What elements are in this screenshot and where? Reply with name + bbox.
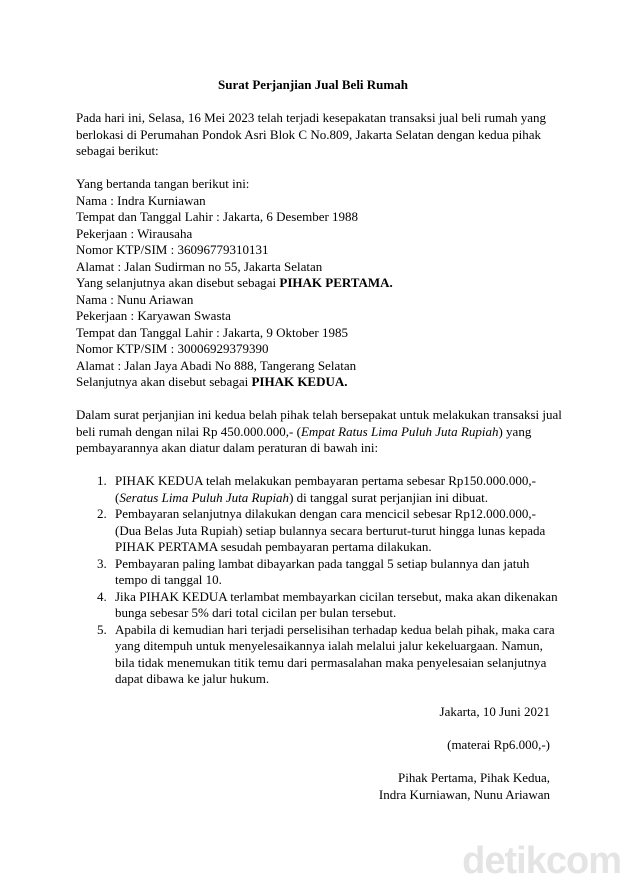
field-label: Nama — [76, 291, 108, 307]
field-value: Jalan Sudirman no 55, Jakarta Selatan — [124, 258, 323, 274]
field-separator: : — [167, 341, 178, 356]
field-separator: : — [167, 242, 178, 257]
term-number: 1. — [97, 473, 107, 488]
field-value: 36096779310131 — [177, 242, 269, 257]
term-number: 4. — [97, 588, 107, 604]
term-line: bunga sebesar 5% dari total cicilan per bulan tersebut. — [115, 605, 397, 620]
field-value: Wirausaha — [137, 225, 193, 241]
signature-block — [76, 704, 550, 803]
field-separator: : — [127, 308, 138, 323]
field-value: Jalan Jaya Abadi No 888, Tangerang Selatan — [124, 357, 357, 373]
designation-label: PIHAK KEDUA. — [251, 374, 348, 389]
field-value: Jakarta, 9 Oktober 1985 — [223, 324, 348, 340]
designation-label: PIHAK PERTAMA. — [279, 275, 393, 290]
term-line: yang ditempuh untuk menyelesaikannya ialah melalui jalur kekeluargaan. Namun, — [115, 638, 543, 653]
field-label: Alamat — [76, 258, 115, 274]
field-value: Indra Kurniawan — [117, 192, 206, 208]
second-party-id-number — [76, 341, 550, 358]
stamp-duty-note: (materai Rp6.000,-) — [447, 737, 550, 752]
first-party-id-number — [76, 242, 550, 259]
document-title: Surat Perjanjian Jual Beli Rumah — [218, 77, 408, 92]
agreement-document — [76, 77, 562, 803]
signatory-names: Indra Kurniawan, Nunu Ariawan — [378, 786, 550, 802]
italic-amount-words: Empat Ratus Lima Puluh Juta Rupiah — [300, 423, 499, 439]
opening-paragraph — [76, 110, 550, 160]
opening-line: sebagai berikut: — [76, 143, 159, 158]
term-text: ( — [115, 489, 120, 505]
first-party-designation — [76, 275, 550, 292]
second-party-name — [76, 292, 550, 309]
second-party-birth — [76, 325, 550, 342]
first-party-details — [76, 193, 550, 292]
field-separator: : — [107, 291, 118, 307]
term-line: (Dua Belas Juta Rupiah) setiap bulannya secara berturut-turut hingga lunas kepada — [115, 522, 546, 538]
first-party-address — [76, 259, 550, 276]
second-party-address — [76, 358, 550, 375]
field-separator: : — [114, 258, 125, 274]
signatories — [76, 770, 550, 803]
field-label: Nomor KTP/SIM — [76, 242, 168, 257]
term-line: bila tidak menemukan titik temu dari permasalahan maka penyelesaian selanjutnya — [115, 654, 547, 670]
field-label: Tempat dan Tanggal Lahir — [76, 324, 213, 340]
second-party-details — [76, 292, 550, 391]
agreement-line: Dalam surat perjanjian ini kedua belah pihak telah bersepakat untuk melakukan transaksi jual — [76, 407, 562, 422]
first-party-occupation — [76, 226, 550, 243]
parties-section — [76, 176, 550, 391]
field-separator: : — [212, 209, 224, 224]
field-separator: : — [107, 192, 118, 208]
parties-intro: Yang bertanda tangan berikut ini: — [76, 176, 250, 191]
agreement-line: pembayarannya akan diatur dalam peraturan di bawah ini: — [76, 440, 379, 455]
watermark-logo: detikcom — [462, 840, 621, 882]
term-line: PIHAK KEDUA telah melakukan pembayaran pertama sebesar Rp150.000.000,- — [115, 473, 536, 488]
first-party-birth — [76, 209, 550, 226]
field-value: Karyawan Swasta — [137, 308, 231, 323]
term-line: PIHAK PERTAMA sesudah pembayaran pertama dilakukan. — [115, 539, 432, 554]
payment-term — [76, 473, 550, 506]
first-party-name — [76, 193, 550, 210]
agreement-line — [76, 424, 550, 441]
term-line: Pembayaran selanjutnya dilakukan dengan cara mencicil sebesar Rp12.000.000,- — [115, 506, 536, 521]
term-line: dapat dibawa ke jalur hukum. — [115, 671, 270, 686]
term-line: tempo di tanggal 10. — [115, 572, 222, 587]
designation-text: Selanjutnya akan disebut sebagai — [76, 374, 252, 389]
term-line — [115, 490, 550, 507]
field-label: Alamat — [76, 357, 115, 373]
payment-agreement-paragraph — [76, 407, 562, 457]
agreement-text: ) yang — [498, 423, 532, 439]
payment-term — [76, 556, 550, 589]
second-party-occupation — [76, 308, 550, 325]
field-label: Pekerjaan — [76, 308, 128, 323]
term-number: 2. — [97, 506, 107, 521]
term-text: ) di tanggal surat perjanjian ini dibuat. — [289, 489, 488, 505]
place-date: Jakarta, 10 Juni 2021 — [439, 704, 550, 719]
field-label: Pekerjaan — [76, 225, 128, 241]
field-separator: : — [114, 357, 125, 373]
signatory-roles: Pihak Pertama, Pihak Kedua, — [398, 770, 550, 785]
payment-terms-list — [76, 473, 558, 688]
payment-term — [76, 588, 558, 622]
designation-text: Yang selanjutnya akan disebut sebagai — [76, 275, 280, 290]
term-number: 3. — [97, 555, 107, 571]
term-line: Pembayaran paling lambat dibayarkan pada tanggal 5 setiap bulannya dan jatuh — [115, 555, 530, 571]
opening-line: berlokasi di Perumahan Pondok Asri Blok C No.809, Jakarta Selatan dengan kedua pihak — [76, 126, 542, 142]
term-line: Apabila di kemudian hari terjadi perselisihan terhadap kedua belah pihak, maka cara — [115, 621, 555, 637]
opening-line: Pada hari ini, Selasa, 16 Mei 2023 telah terjadi kesepakatan transaksi jual beli rumah yang — [76, 110, 547, 125]
field-label: Tempat dan Tanggal Lahir — [76, 209, 213, 224]
term-line: Jika PIHAK KEDUA terlambat membayarkan cicilan tersebut, maka akan dikenakan — [115, 588, 558, 604]
field-separator: : — [127, 225, 138, 241]
term-number: 5. — [97, 621, 107, 637]
italic-amount-words: Seratus Lima Puluh Juta Rupiah — [119, 489, 290, 505]
field-value: Nunu Ariawan — [117, 291, 194, 307]
field-value: 30006929379390 — [177, 341, 269, 356]
field-label: Nama — [76, 192, 108, 208]
field-value: Jakarta, 6 Desember 1988 — [223, 209, 359, 224]
second-party-designation — [76, 374, 550, 391]
payment-term — [76, 621, 555, 688]
field-label: Nomor KTP/SIM — [76, 341, 168, 356]
payment-term — [76, 506, 550, 556]
field-separator: : — [212, 324, 224, 340]
agreement-text: beli rumah dengan nilai Rp 450.000.000,- ( — [76, 423, 301, 439]
